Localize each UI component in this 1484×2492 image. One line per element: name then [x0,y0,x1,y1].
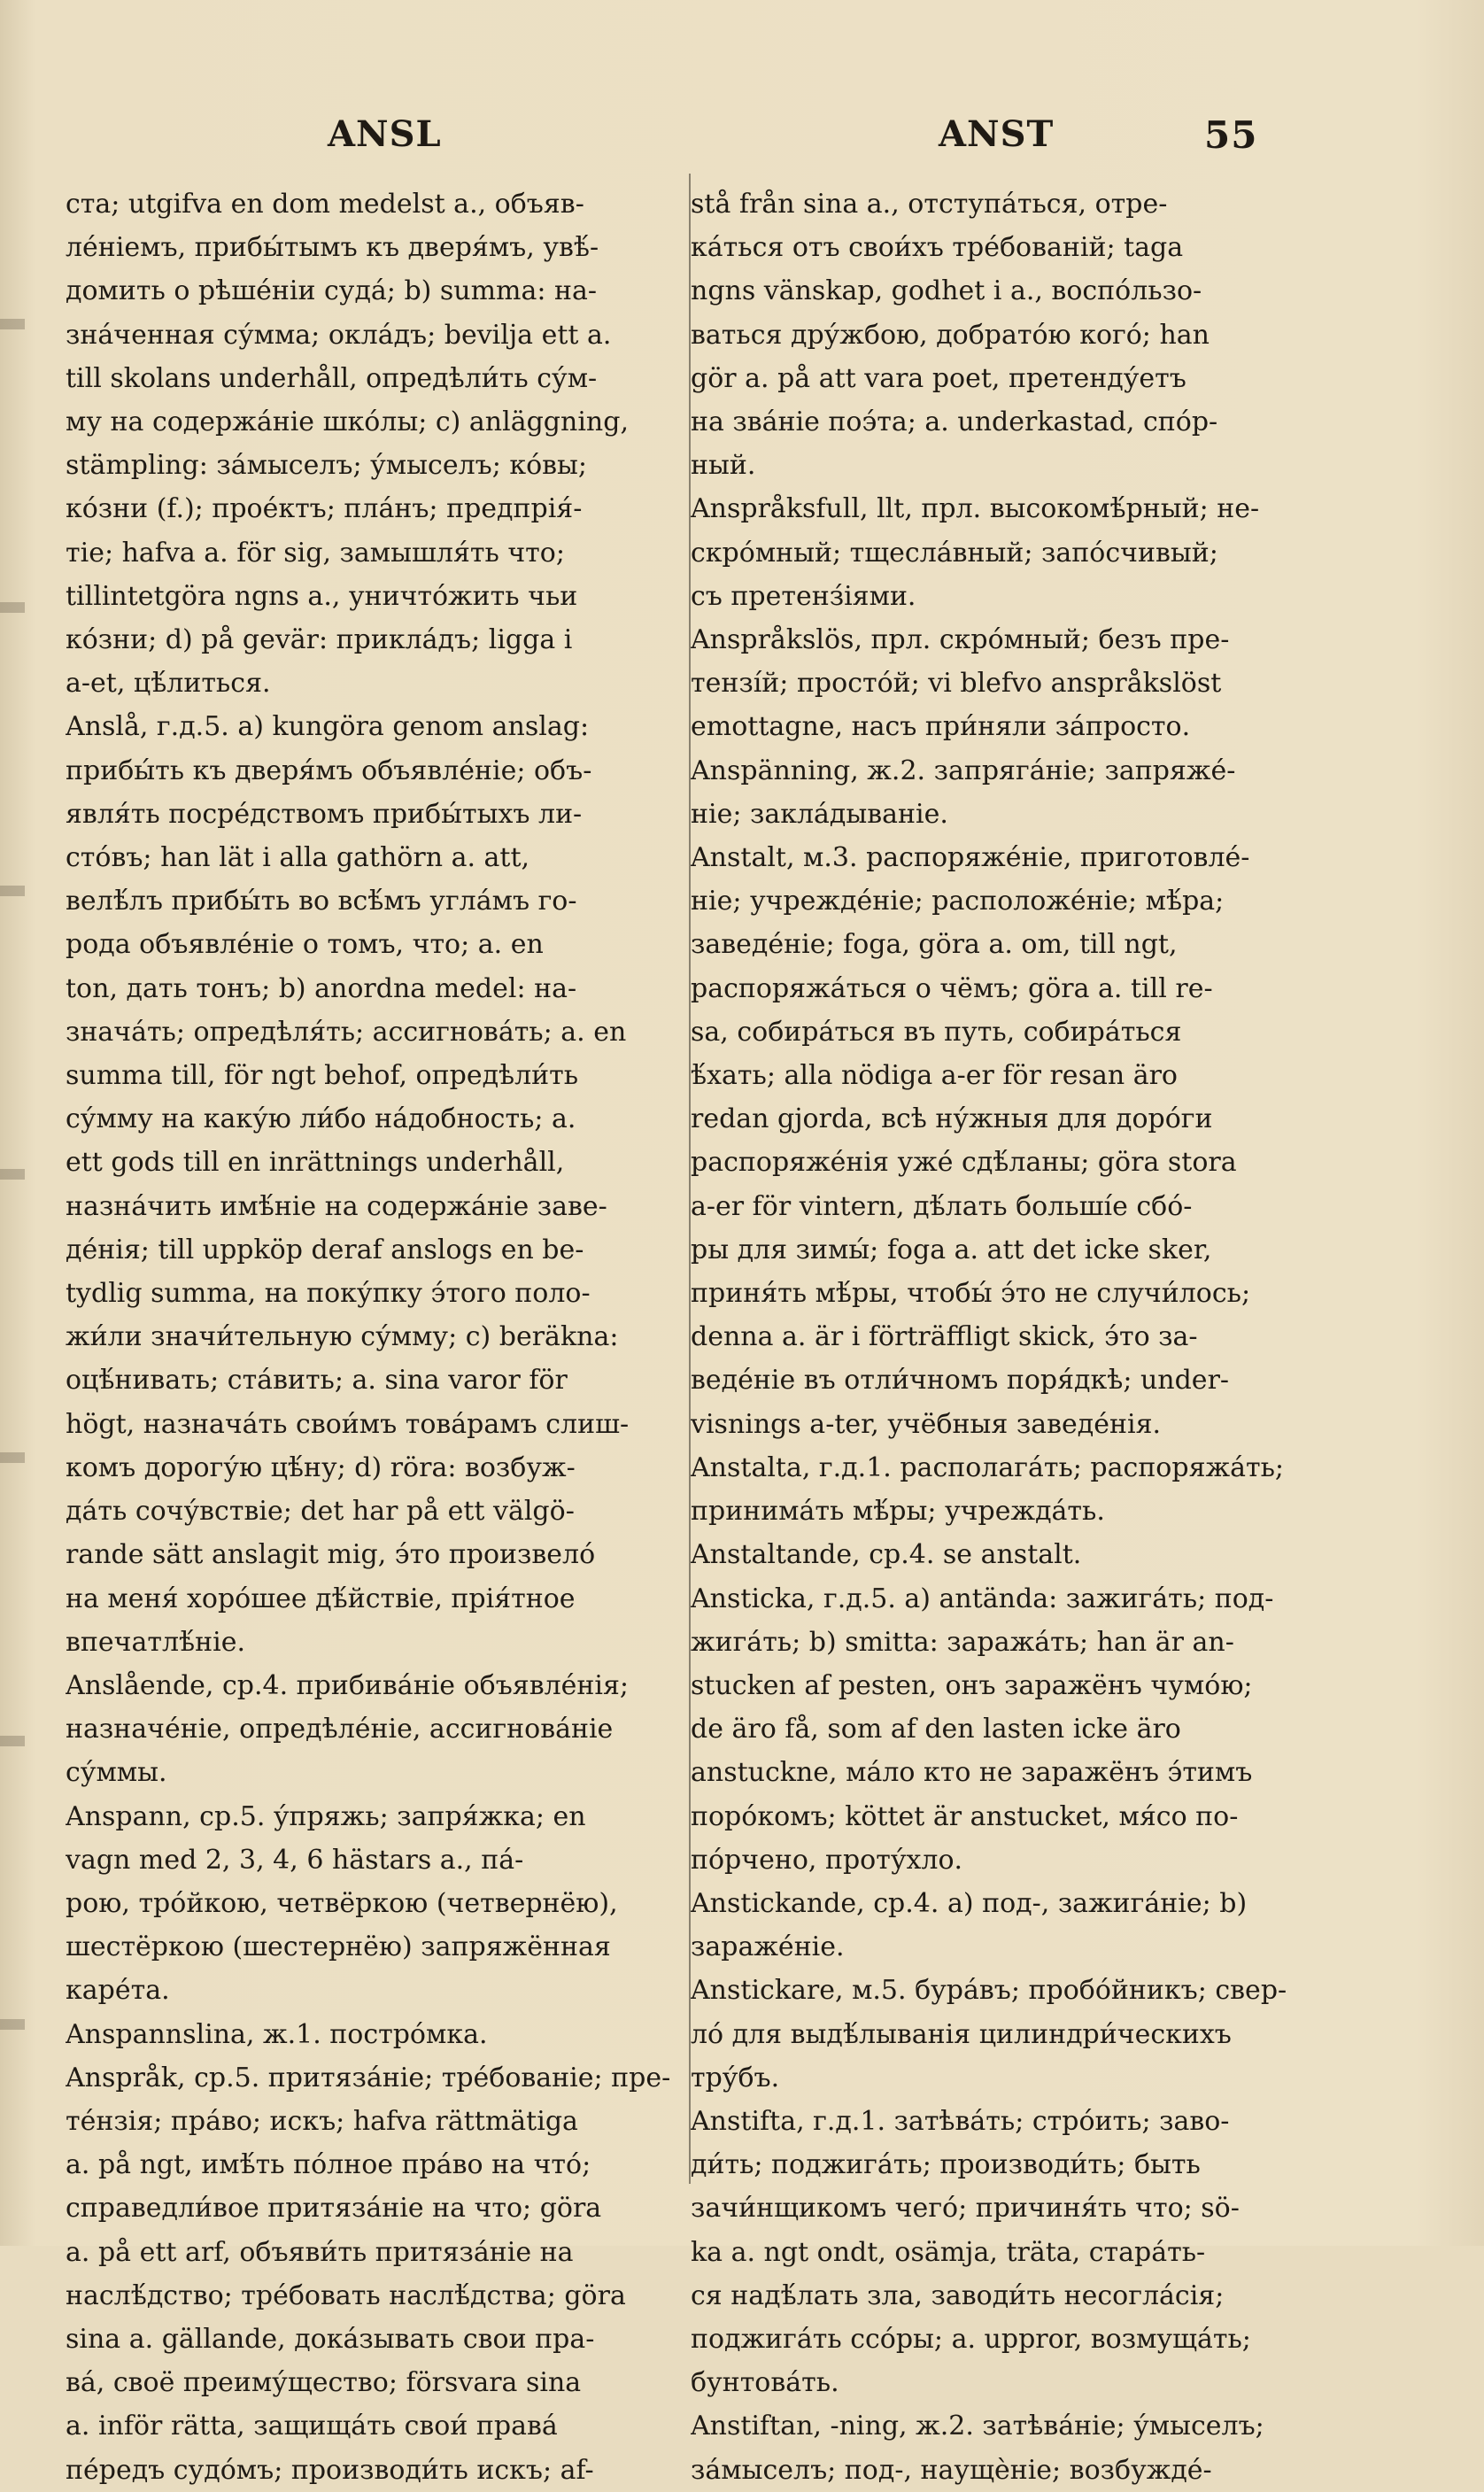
text-line: ніе; закла́дываніе. [691,798,948,830]
text-line: заведе́ніе; foga, göra a. om, till ngt, [691,929,1178,961]
text-line: Anspråksfull, llt, прл. высокомѣ́рный; не- [691,493,1260,525]
text-line: жига́ть; b) smitta: заража́ть; han är an- [691,1626,1234,1658]
text-line: ngns vänskap, godhet i a., воспо́льзо- [691,275,1202,307]
text-line: Anspann, ср.5. у́пряжь; запря́жка; en [66,1800,586,1832]
text-line: впечатлѣ́ніе. [66,1626,245,1658]
text-line: на зва́ніе поэ́та; a. underkastad, спо́р- [691,406,1218,438]
text-line: му на содержа́ніе шко́лы; c) anläggning, [66,406,629,438]
text-line: tillintetgöra ngns a., уничто́жить чьи [66,580,578,612]
text-line: ле́ніемъ, прибы́тымъ къ двеpя́мъ, увѣ́- [66,232,599,264]
text-line: назначе́ніе, опредѣле́ніе, ассигнова́ніе [66,1714,614,1745]
header-right-guide-word: ANST [939,113,1055,155]
text-line: зачи́нщикомъ чего́; причиня́ть что; sö- [691,2193,1240,2225]
text-line: redan gjorda, всѣ ну́жныя для доро́ги [691,1103,1213,1135]
text-line: Anstalta, г.д.1. располага́ть; распоряжа́ть; [691,1451,1285,1483]
text-line: комъ дорогу́ю цѣ́ну; d) röra: возбуж- [66,1451,576,1483]
text-line: a. på ngt, имѣ́ть по́лное пра́во на что́; [66,2149,591,2181]
text-line: ка́ться отъ свои́хъ тре́бованій; taga [691,232,1184,264]
text-line: да́ть сочу́вствіе; det har på ett välgö- [66,1496,575,1528]
text-line: a. på ett arf, объяви́ть притяза́ніе на [66,2236,574,2268]
page-edge-stain [0,177,25,2214]
text-line: съ претенз́іями. [691,580,916,612]
text-line: оцѣ́нивать; ста́вить; a. sina varor för [66,1365,568,1397]
text-line: ко́зни; d) på gevär: прикла́дъ; ligga i [66,624,573,656]
text-line: rande sätt anslagit mig, э́то произвело́ [66,1539,596,1571]
text-line: ся надѣ́лать зла, заводи́ть несогла́сія; [691,2279,1225,2311]
text-line: summa till, för ngt behof, опредѣли́ть [66,1060,579,1092]
text-line: Anstickare, м.5. бура́въ; пробо́йникъ; свер- [691,1975,1287,2007]
text-line: пе́редъ судо́мъ; производи́ть искъ; af- [66,2454,594,2486]
text-line: sina a. gällande, дока́зывать свои пра- [66,2323,595,2355]
text-line: распоряже́нія уже́ сдѣ́ланы; göra stora [691,1147,1237,1179]
text-line: знача́ть; опредѣля́ть; ассигнова́ть; a. en [66,1016,627,1048]
text-line: скро́мный; тщесла́вный; запо́счивый; [691,537,1218,569]
text-line: на меня́ хоро́шее дѣ́йствіе, прія́тное [66,1583,576,1614]
text-line: anstuckne, ма́ло кто не заражёнъ э́тимъ [691,1757,1253,1789]
text-line: явля́ть посре́дствомъ прибы́тыхъ ли- [66,798,583,830]
text-line: ѣ́хать; alla nödiga a-er för resan äro [691,1060,1178,1092]
text-line: a-er för vintern, дѣ́лать больші́е сбо́- [691,1190,1193,1222]
text-line: Anstickande, ср.4. a) под-, зажига́ніе; b) [691,1887,1248,1919]
running-header [62,113,1275,158]
text-line: ton, дать тонъ; b) anordna medel: на- [66,972,577,1004]
text-line: су́мму на каку́ю ли́бо на́добность; a. [66,1103,576,1135]
text-line: справедли́вое притяза́ніе на что; göra [66,2193,602,2225]
text-line: за́мыселъ; под-, наущѐніе; возбужде́- [691,2454,1212,2486]
text-line: Anspannslina, ж.1. постро́мка. [66,2018,488,2050]
text-line: vagn med 2, 3, 4, 6 hästars a., па́- [66,1844,524,1876]
text-line: Anspråk, ср.5. притяза́ніе; тре́бованіе; пре- [66,2062,671,2093]
page-number: 55 [1204,113,1258,157]
text-line: зна́ченная су́мма; окла́дъ; bevilja ett a. [66,319,612,351]
text-line: högt, назнача́ть свои́мъ това́рамъ слиш- [66,1408,630,1440]
text-line: поро́комъ; köttet är anstucket, мя́со по- [691,1800,1239,1832]
text-line: тензі́й; просто́й; vi blefvo anspråkslöst [691,668,1222,700]
text-line: принима́ть мѣ́ры; учрежда́ть. [691,1496,1105,1528]
text-line: sa, собира́ться въ путь, собира́ться [691,1016,1182,1048]
text-line: Anstaltande, ср.4. se anstalt. [691,1539,1082,1571]
text-line: stå från sina a., отступа́ться, отре- [691,189,1168,220]
text-line: наслѣ́дство; тре́бовать наслѣ́дства; göra [66,2279,626,2311]
text-line: ста; utgifva en dom medelst a., объяв- [66,189,584,220]
text-line: по́рчено, проту́хло. [691,1844,963,1876]
text-line: stämpling: за́мыселъ; у́мыселъ; ко́вы; [66,450,588,482]
text-line: tydlig summa, на поку́пку э́того поло- [66,1278,591,1310]
text-line: ваться дру́жбою, добрато́ю кого́; han [691,319,1210,351]
header-left-guide-word: ANSL [328,113,442,155]
text-line: Anstifta, г.д.1. затѣва́ть; стро́ить; заво- [691,2105,1230,2137]
text-line: gör a. på att vara poet, претенду́етъ [691,362,1186,394]
text-line: шестёркою (шестернёю) запряжённая [66,1931,611,1963]
text-line: веде́ніе въ отли́чномъ поря́дкѣ; under- [691,1365,1230,1397]
text-line: рою, тро́йкою, четвёркою (четвернёю), [66,1887,618,1919]
text-line: de äro få, som af den lasten icke äro [691,1714,1181,1745]
text-line: ніе; учрежде́ніе; расположе́ніе; мѣ́ра; [691,886,1225,917]
text-line: сто́въ; han lät i alla gathörn a. att, [66,842,530,874]
text-line: су́ммы. [66,1757,167,1789]
text-line: emottagne, насъ при́няли за́просто. [691,711,1191,743]
text-line: тру́бъ. [691,2062,780,2093]
text-line: прибы́ть къ двеpя́мъ объявле́ніе; объ- [66,755,592,786]
text-line: Anstalt, м.3. распоряже́ніе, приготовле́- [691,842,1250,874]
text-line: велѣ́лъ прибы́ть во всѣ́мъ угла́мъ го- [66,886,577,917]
text-line: назна́чить имѣ́ніе на содержа́ніе заве- [66,1190,607,1222]
text-line: till skolans underhåll, опредѣли́ть су́м- [66,362,598,394]
text-line: Anstiftan, -ning, ж.2. затѣва́ніе; у́мыселъ; [691,2411,1264,2442]
text-line: denna a. är i förträffligt skick, э́то за- [691,1321,1198,1353]
text-line: тіе; hafva a. för sig, замышля́ть что; [66,537,565,569]
text-line: приня́ть мѣ́ры, чтобы́ э́то не случи́лось; [691,1278,1251,1310]
text-line: a. inför rätta, защища́ть свои́ права́ [66,2411,558,2442]
text-line: домить о рѣше́ніи суда́; b) summa: на- [66,275,598,307]
text-line: ный. [691,450,756,482]
left-column [66,182,685,2492]
text-line: бунтова́ть. [691,2367,839,2399]
text-line: ett gods till en inrättnings underhåll, [66,1147,565,1179]
text-line: зараже́ніе. [691,1931,845,1963]
text-line: Anslående, ср.4. прибива́ніе объявле́нія; [66,1669,630,1701]
text-line: ва́, своё преиму́щество; försvara sina [66,2367,582,2399]
text-line: те́нзія; пра́во; искъ; hafva rättmätiga [66,2105,578,2137]
text-line: a-et, цѣ́литься. [66,668,271,700]
text-line: де́нія; till uppköp deraf anslogs en be- [66,1234,584,1265]
text-line: ди́ть; поджига́ть; производи́ть; быть [691,2149,1201,2181]
text-line: жи́ли значи́тельную су́мму; c) beräkna: [66,1321,619,1353]
text-line: stucken af pesten, онъ заражёнъ чумо́ю; [691,1669,1253,1701]
text-line: Anspråkslös, прл. скро́мный; безъ пре- [691,624,1230,656]
text-line: ло́ для выдѣ́лыванія цилиндри́ческихъ [691,2018,1232,2050]
text-line: Ansticka, г.д.5. a) antända: зажига́ть; под- [691,1583,1274,1614]
text-line: Anslå, г.д.5. a) kungöra genom anslag: [66,711,590,743]
text-line: каре́та. [66,1975,170,2007]
text-line: рода объявле́ніе о томъ, что; a. en [66,929,544,961]
text-line: поджига́ть ссо́ры; a. uppror, возмуща́ть; [691,2323,1251,2355]
text-line: ры для зимы́; foga a. att det icke sker, [691,1234,1212,1265]
text-line: ka a. ngt ondt, osämja, träta, стара́ть- [691,2236,1206,2268]
text-line: visnings a-ter, учёбныя заведе́нія. [691,1408,1162,1440]
right-column [691,182,1302,2492]
text-line: ко́зни (f.); прое́ктъ; пла́нъ; предпрія́- [66,493,583,525]
text-line: распоряжа́ться о чёмъ; göra a. till re- [691,972,1213,1004]
text-line: Anspänning, ж.2. запряга́ніе; запряже́- [691,755,1236,786]
